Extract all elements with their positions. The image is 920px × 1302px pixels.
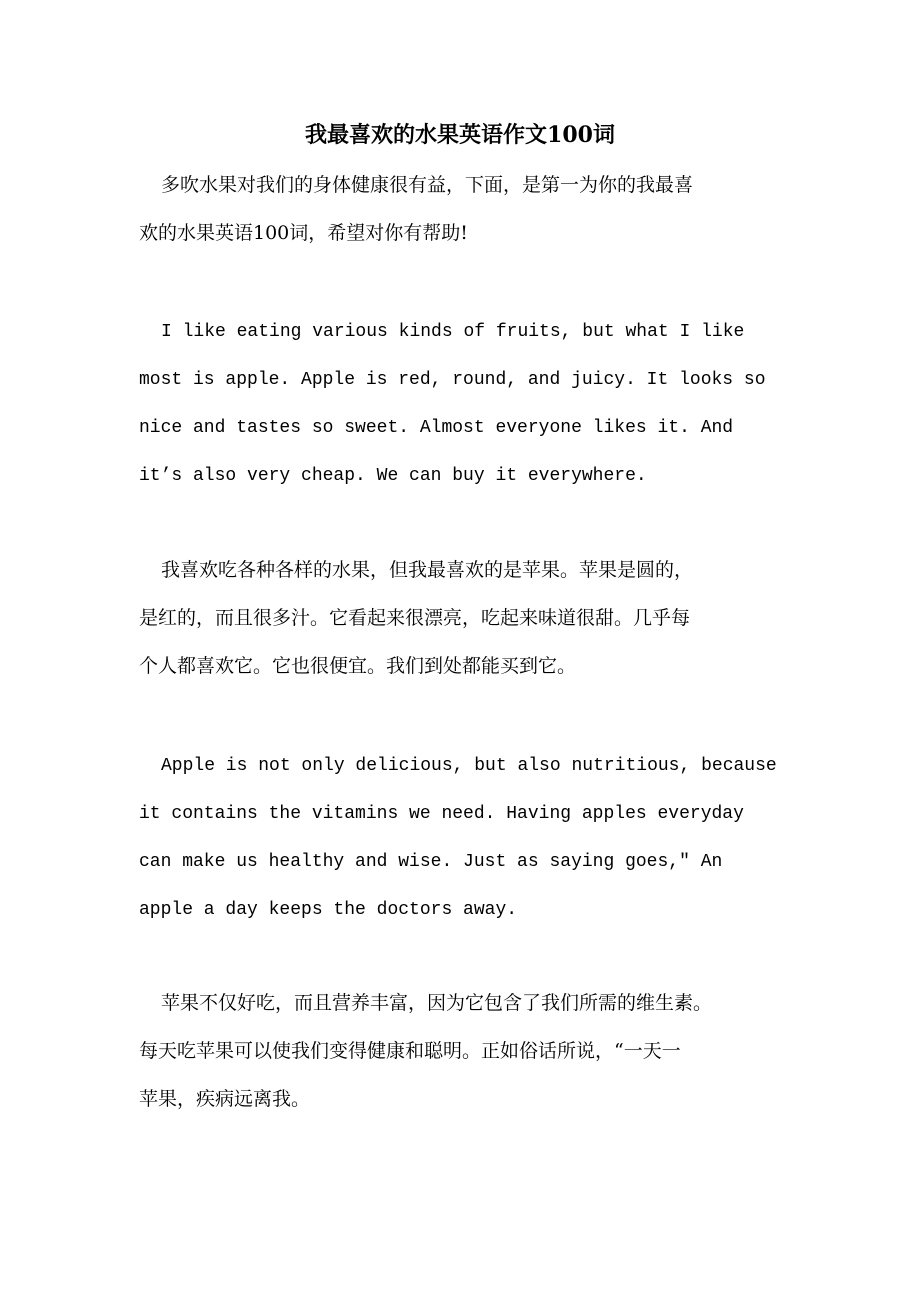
paragraph-line: apple a day keeps the doctors away. <box>139 900 518 920</box>
paragraph-line: it’s also very cheap. We can buy it everywhere. <box>139 466 647 486</box>
paragraph-line: nice and tastes so sweet. Almost everyone likes it. And <box>139 418 734 438</box>
paragraph-line: most is apple. Apple is red, round, and juicy. It looks so <box>139 370 766 390</box>
paragraph-line: 苹果不仅好吃，而且营养丰富，因为它包含了我们所需的维生素。 <box>161 992 713 1014</box>
intro-line: 欢的水果英语100词，希望对你有帮助! <box>139 222 468 244</box>
paragraph-line: 我喜欢吃各种各样的水果，但我最喜欢的是苹果。苹果是圆的， <box>161 559 694 581</box>
paragraph-line: it contains the vitamins we need. Having apples everyday <box>139 804 744 824</box>
intro-line: 多吹水果对我们的身体健康很有益，下面，是第一为你的我最喜 <box>161 174 694 196</box>
paragraph-line: 是红的，而且很多汁。它看起来很漂亮，吃起来味道很甜。几乎每 <box>139 607 691 629</box>
paragraph-line: Apple is not only delicious, but also nutritious, because <box>161 756 777 776</box>
paragraph-line: can make us healthy and wise. Just as saying goes,″ An <box>139 852 723 872</box>
paragraph-line: 每天吃苹果可以使我们变得健康和聪明。正如俗话所说，“一天一 <box>139 1040 681 1062</box>
paragraph-line: 苹果，疾病远离我。 <box>139 1088 311 1110</box>
paragraph-line: 个人都喜欢它。它也很便宜。我们到处都能买到它。 <box>139 655 577 677</box>
paragraph-line: I like eating various kinds of fruits, but what I like <box>161 322 745 342</box>
document-title: 我最喜欢的水果英语作文100词 <box>305 122 615 148</box>
